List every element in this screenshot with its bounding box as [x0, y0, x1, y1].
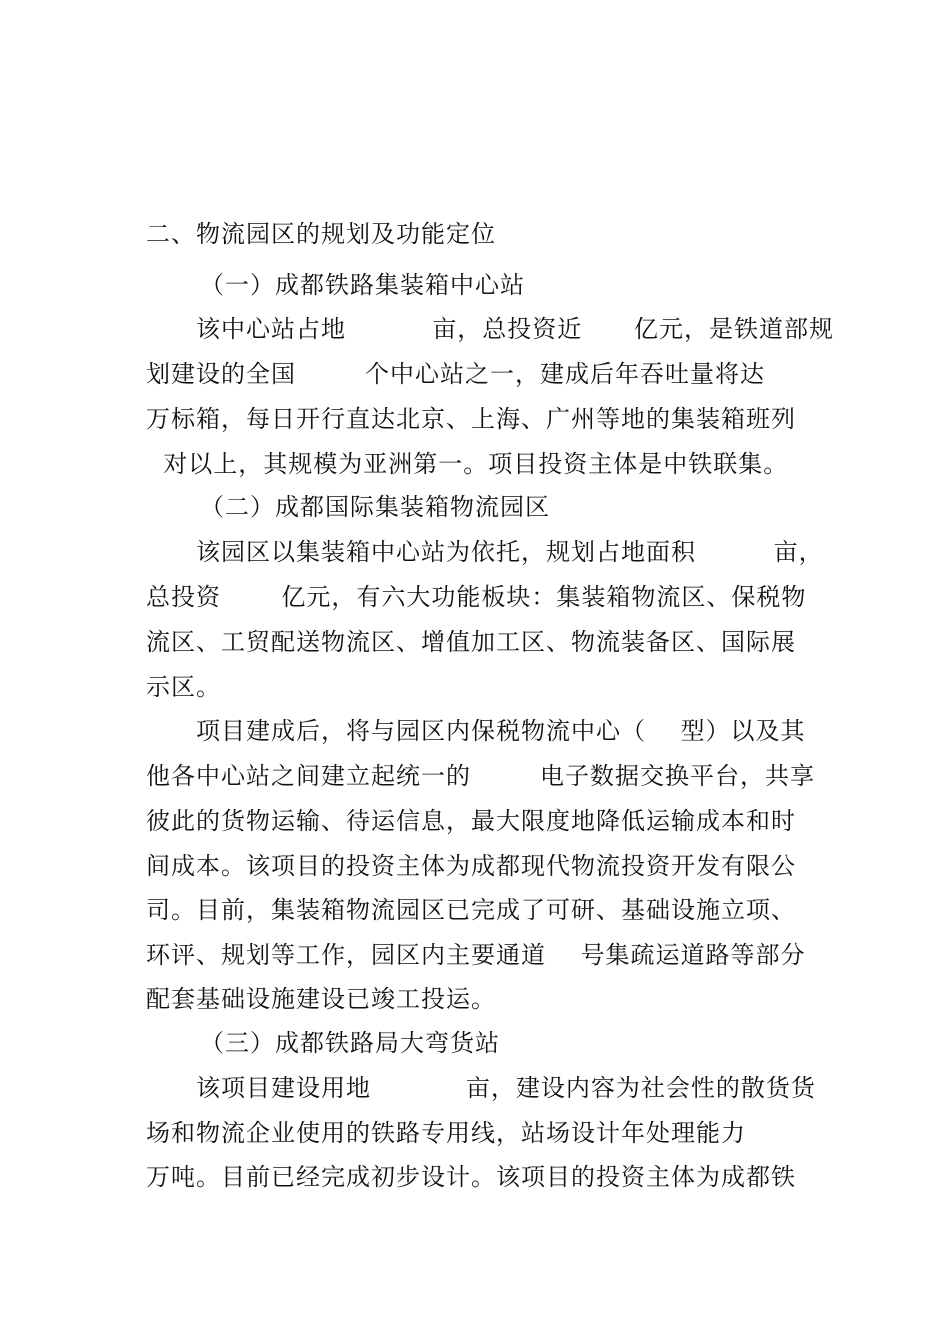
- paragraph-line: 配套基础设施建设已竣工投运。: [146, 985, 496, 1013]
- paragraph-line: 流区、工贸配送物流区、增值加工区、物流装备区、国际展: [146, 628, 796, 656]
- paragraph-line: 万标箱，每日开行直达北京、上海、广州等地的集装箱班列: [146, 405, 796, 433]
- paragraph-line: 该中心站占地 亩，总投资近 亿元，是铁道部规: [196, 315, 835, 343]
- paragraph-line: 项目建成后，将与园区内保税物流中心（ 型）以及其: [196, 717, 806, 745]
- paragraph-line: 他各中心站之间建立起统一的 电子数据交换平台，共享: [146, 762, 816, 790]
- section-title-1: （一）成都铁路集装箱中心站: [200, 271, 525, 299]
- section-title-3: （三）成都铁路局大弯货站: [200, 1029, 500, 1057]
- paragraph-line: 总投资 亿元，有六大功能板块：集装箱物流区、保税物: [146, 583, 807, 611]
- paragraph-line: 环评、规划等工作，园区内主要通道 号集疏运道路等部分: [146, 941, 806, 969]
- paragraph-line: 司。目前，集装箱物流园区已完成了可研、基础设施立项、: [146, 896, 796, 924]
- paragraph-line: 场和物流企业使用的铁路专用线，站场设计年处理能力: [146, 1119, 746, 1147]
- page-heading: 二、物流园区的规划及功能定位: [146, 220, 496, 248]
- paragraph-line: 彼此的货物运输、待运信息，最大限度地降低运输成本和时: [146, 807, 796, 835]
- paragraph-line: 万吨。目前已经完成初步设计。该项目的投资主体为成都铁: [146, 1163, 796, 1191]
- section-title-2: （二）成都国际集装箱物流园区: [200, 493, 550, 521]
- paragraph-line: 划建设的全国 个中心站之一，建成后年吞吐量将达: [146, 360, 766, 388]
- paragraph-line: 示区。: [146, 673, 221, 701]
- paragraph-line: 间成本。该项目的投资主体为成都现代物流投资开发有限公: [146, 852, 796, 880]
- paragraph-line: 对以上，其规模为亚洲第一。项目投资主体是中铁联集。: [146, 450, 789, 478]
- paragraph-line: 该项目建设用地 亩，建设内容为社会性的散货货: [196, 1074, 816, 1102]
- paragraph-line: 该园区以集装箱中心站为依托，规划占地面积 亩，: [196, 538, 824, 566]
